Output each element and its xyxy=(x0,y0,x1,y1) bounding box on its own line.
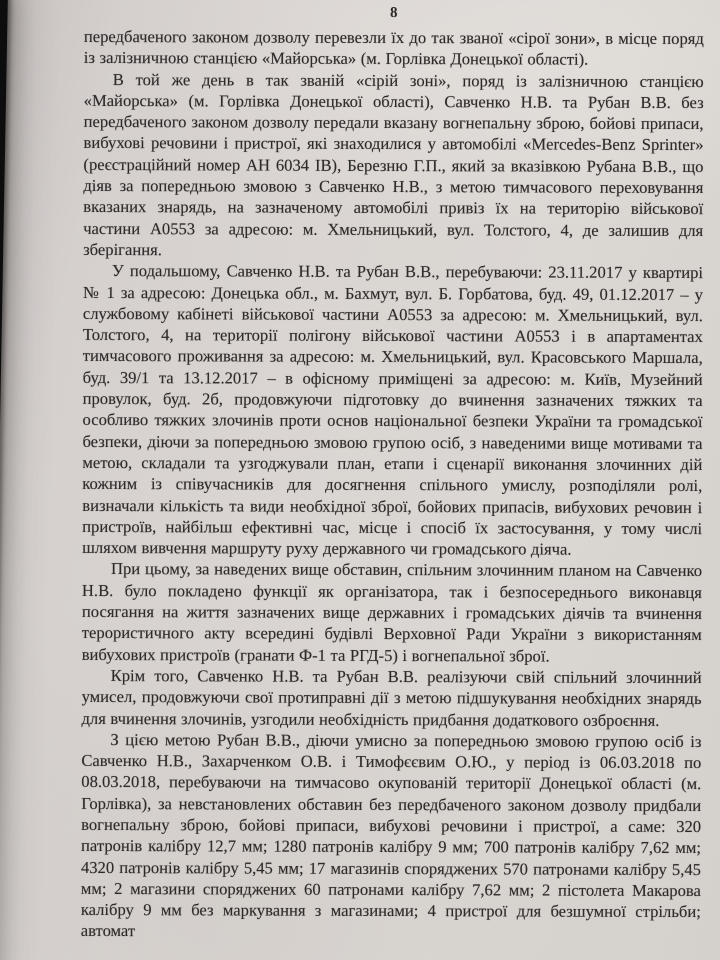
scan-edge-shadow xyxy=(0,0,8,960)
paragraph: При цьому, за наведених вище обставин, спільним злочинним планом на Савченко Н.В. було покладено функції як організатора, так і безпосереднього виконавця посягання на життя зазначених вище державних і громадських діячів та вчинення терористичного акту всередині будівлі Верховної Ради України з використанням вибухових пристроїв (гранати Ф-1 та РГД-5) і вогнепальної зброї. xyxy=(81,559,703,666)
paragraph: В той же день в так званій «сірій зоні», поряд із залізничною станцією «Майорська» (м. Горлівка Донецької області), Савченко Н.В. та Рубан В.В. без передбаченого законом дозволу передали вказану вогнепальну зброю, бойові припаси, вибухові речовини і пристрої, які знаходилися у автомобілі «Mercedes-Benz Sprinter» (реєстраційний номер АН 6034 ІВ), Березню Г.П., який за вказівкою Рубана В.В., що діяв за попередньою змовою з Савченко Н.В., з метою тимчасового переховування вказаних знарядь, на зазначеному автомобілі привіз їх на територію військової частини А0553 за адресою: м. Хмельницький, вул. Толстого, 4, де залишив для зберігання. xyxy=(83,69,704,260)
paragraph: З цією метою Рубан В.В., діючи умисно за попередньою змовою групою осіб із Савченко Н.В., Захарченком О.В. і Тимофєєвим О.Ю., у період із 06.03.2018 по 08.03.2018, перебуваючи на тимчасово окупованій території Донецької області (м. Горлівка), за невстановлених обставин без передбаченого законом дозволу придбали вогнепальну зброю, бойові припаси, вибухові речовини і пристрої, а саме: 320 патронів калібру 12,7 мм; 1280 патронів калібру 9 мм; 700 патронів калібру 7,62 мм; 4320 патронів калібру 5,45 мм; 17 магазинів споряджених 570 патронами калібру 5,45 мм; 2 магазини споряджених 60 патронами калібру 7,62 мм; 2 пістолета Макарова калібру 9 мм без маркування з магазинами; 4 пристрої для безшумної стрільби; автомат xyxy=(80,729,702,941)
document-text xyxy=(81,26,704,944)
paragraph: Крім того, Савченко Н.В. та Рубан В.В. реалізуючи свій спільний злочинний умисел, продовжуючи свої протиправні дії з метою підшукування необхідних знарядь для вчинення злочинів, узгодили необхідність придбання додаткового озброєння. xyxy=(81,665,702,730)
page-number: 8 xyxy=(389,4,398,22)
page-content xyxy=(81,4,704,944)
paragraph: передбаченого законом дозволу перевезли їх до так званої «сірої зони», в місце поряд із залізничною станцією «Майорська» (м. Горлівка Донецької області). xyxy=(83,26,704,69)
paragraph: У подальшому, Савченко Н.В. та Рубан В.В., перебуваючи: 23.11.2017 у квартирі № 1 за адресою: Донецька обл., м. Бахмут, вул. Б. Горбатова, буд. 49, 01.12.2017 – у службовому кабінеті військової частини А0553 за адресою: м. Хмельницький, вул. Толстого, 4, на території полігону військової частини А0553 і в апартаментах тимчасового проживання за адресою: м. Хмельницький, вул. Красовського Маршала, буд. 39/1 та 13.12.2017 – в офісному приміщені за адресою: м. Київ, Музейний провулок, буд. 2б, продовжуючи підготовку до вчинення зазначених тяжких та особливо тяжких злочинів проти основ національної безпеки України та громадської безпеки, діючи за попередньою змовою групою осіб, з наведеними вище мотивами та метою, складали та узгоджували план, етапи і сценарії виконання злочинних дій кожним із співучасників для досягнення спільного умислу, розподіляли ролі, визначали кількість та види необхідної зброї, бойових припасів, вибухових речовин і пристроїв, найбільш ефективні час, місце і спосіб їх застосування, у тому числі шляхом вивчення маршруту руху державного чи громадського діяча. xyxy=(82,261,704,559)
